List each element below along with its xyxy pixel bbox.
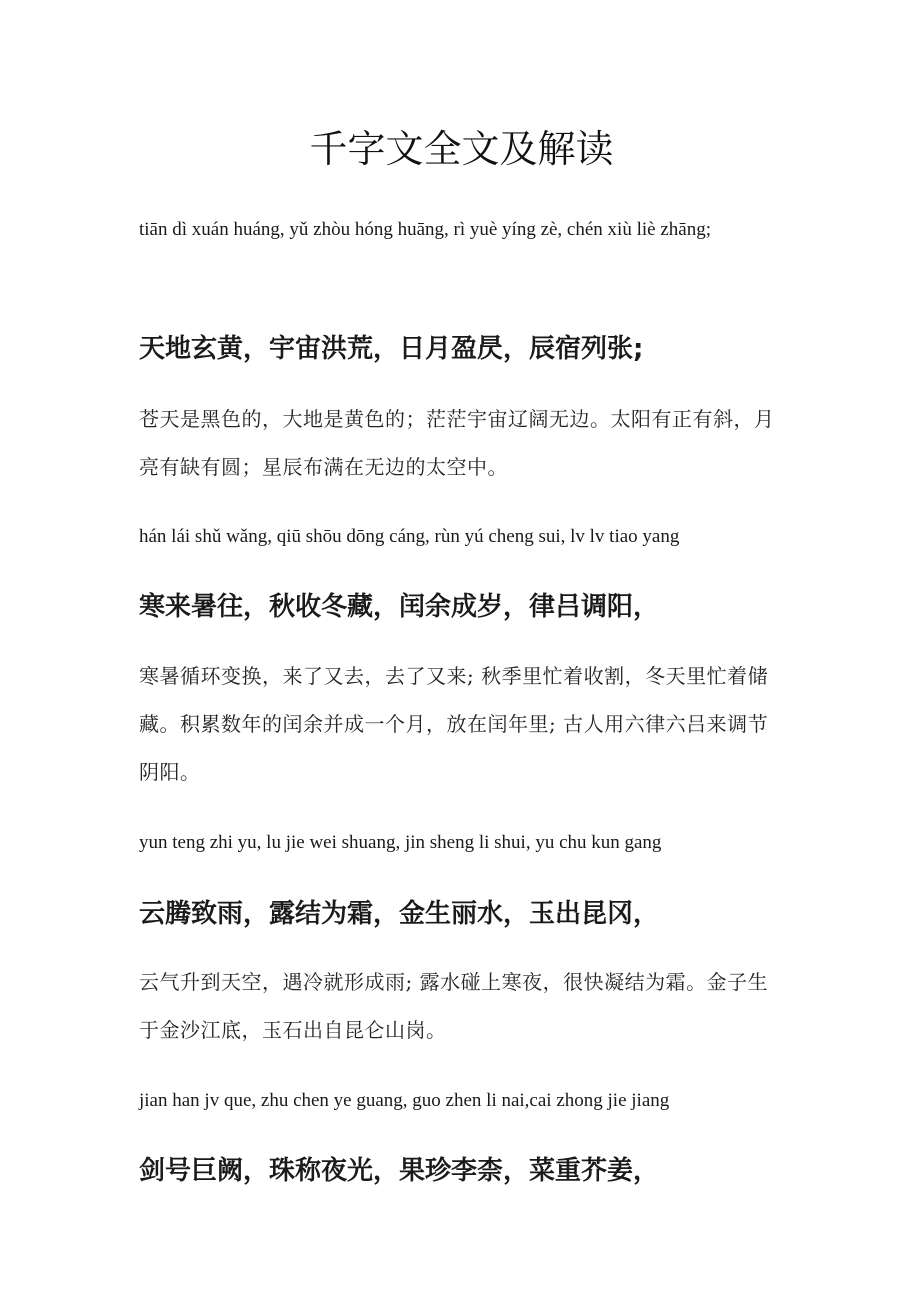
verse-line-3: 云腾致雨，露结为霜，金生丽水，玉出昆冈， xyxy=(139,899,660,929)
pinyin-line-2: hán lái shǔ wǎng, qiū shōu dōng cáng, rùn yú cheng sui, lv lv tiao yang xyxy=(139,526,680,547)
verse-line-1: 天地玄黄，宇宙洪荒，日月盈昃，辰宿列张; xyxy=(139,334,644,364)
verse-line-4: 剑号巨阙，珠称夜光，果珍李柰，菜重芥姜， xyxy=(139,1156,660,1186)
pinyin-line-4: jian han jv que, zhu chen ye guang, guo zhen li nai,cai zhong jie jiang xyxy=(139,1090,670,1111)
pinyin-line-3: yun teng zhi yu, lu jie wei shuang, jin sheng li shui, yu chu kun gang xyxy=(139,832,662,853)
explanation-2: 寒暑循环变换，来了又去，去了又来; 秋季里忙着收割，冬天里忙着储藏。积累数年的闰余并成一个月，放在闰年里; 古人用六律六吕来调节阴阳。 xyxy=(139,664,769,784)
document-title: 千字文全文及解读 xyxy=(309,127,614,171)
explanation-3: 云气升到天空，遇冷就形成雨; 露水碰上寒夜，很快凝结为霜。金子生于金沙江底，玉石出自昆仑山岗。 xyxy=(139,970,769,1042)
explanation-1: 苍天是黑色的，大地是黄色的；茫茫宇宙辽阔无边。太阳有正有斜，月亮有缺有圆；星辰布满在无边的太空中。 xyxy=(139,407,775,479)
pinyin-line-1: tiān dì xuán huáng, yǔ zhòu hóng huāng, rì yuè yíng zè, chén xiù liè zhāng; xyxy=(139,219,711,240)
verse-line-2: 寒来暑往，秋收冬藏，闰余成岁，律吕调阳， xyxy=(139,592,660,622)
